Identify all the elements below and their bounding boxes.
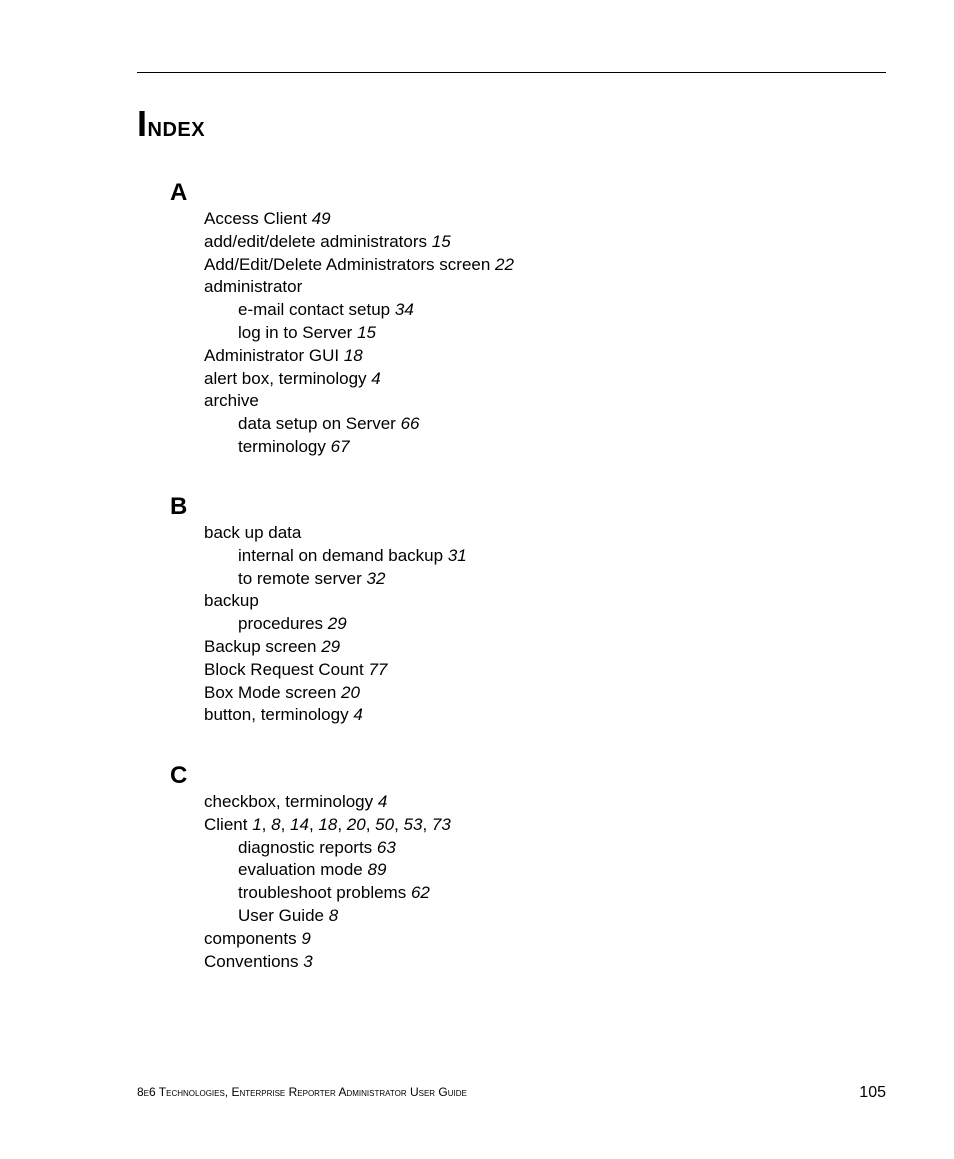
entry-text: to remote server — [238, 568, 362, 588]
page-ref-link[interactable]: 34 — [394, 300, 414, 320]
index-entry — [170, 951, 870, 974]
page-ref-link[interactable]: 89 — [367, 860, 387, 880]
page-ref-link[interactable]: 8 — [328, 905, 339, 925]
page-ref-link[interactable]: 73 — [431, 814, 451, 834]
entry-text: Box Mode screen — [204, 682, 337, 702]
index-subentry — [170, 545, 870, 568]
section-letter: C — [170, 762, 188, 789]
page-number: 105 — [859, 1084, 886, 1101]
index-entry — [170, 276, 870, 299]
page-ref-link[interactable]: 8 — [271, 814, 281, 834]
page-title-initial: I — [137, 103, 148, 144]
header-rule — [137, 72, 886, 73]
page-ref-link[interactable]: 29 — [327, 614, 347, 634]
index-subentry — [170, 299, 870, 322]
index-entry — [170, 231, 870, 254]
index-section — [170, 761, 870, 973]
page-ref-link[interactable]: 3 — [303, 951, 313, 971]
page-ref-link[interactable]: 4 — [377, 792, 388, 811]
entry-text: Access Client — [204, 209, 307, 228]
page-ref-link[interactable]: 62 — [410, 883, 430, 903]
entry-text: log in to Server — [238, 322, 353, 342]
page-ref-link[interactable]: 20 — [341, 682, 360, 702]
entry-text: Administrator GUI — [204, 345, 340, 365]
page-separator: , — [280, 814, 291, 834]
index-section — [170, 178, 870, 459]
page-ref-link[interactable]: 1 — [252, 814, 262, 834]
entry-text: back up data — [204, 523, 302, 542]
entry-text: e-mail contact setup — [238, 300, 391, 320]
entry-list — [170, 208, 870, 459]
index-subentry — [170, 322, 870, 345]
entry-text: evaluation mode — [238, 860, 363, 880]
index-subentry — [170, 613, 870, 636]
index-entry — [170, 345, 870, 368]
index-subentry — [170, 568, 870, 591]
page-separator: , — [365, 814, 376, 834]
entry-text: troubleshoot problems — [238, 883, 407, 903]
entry-text: User Guide — [238, 905, 324, 925]
index-subentry — [170, 837, 870, 860]
entry-text: internal on demand backup — [238, 545, 444, 565]
page-ref-link[interactable]: 49 — [311, 209, 331, 228]
page-ref-link[interactable]: 50 — [375, 814, 395, 834]
entry-list — [170, 522, 870, 727]
page-separator: , — [337, 814, 347, 834]
entry-text: archive — [204, 391, 259, 411]
page-ref-link[interactable]: 32 — [366, 568, 386, 588]
index-subentry — [170, 413, 870, 436]
index-section — [170, 492, 870, 727]
page-ref-link[interactable]: 15 — [357, 322, 376, 342]
page-separator: , — [422, 814, 432, 834]
entry-text: administrator — [204, 277, 303, 297]
entry-text: backup — [204, 591, 259, 611]
page-ref-link[interactable]: 9 — [301, 928, 311, 948]
index-subentry — [170, 859, 870, 882]
section-letter: A — [170, 179, 188, 206]
page-ref-link[interactable]: 4 — [353, 705, 363, 725]
page-ref-link[interactable]: 53 — [403, 814, 423, 834]
index-entry — [170, 208, 870, 231]
entry-text: Client — [204, 814, 248, 834]
index-entry — [170, 390, 870, 413]
index-entry — [170, 928, 870, 951]
index-subentry — [170, 436, 870, 459]
page-separator: , — [261, 814, 272, 834]
entry-text: components — [204, 928, 297, 948]
page-ref-link[interactable]: 66 — [400, 414, 420, 434]
page-ref-link[interactable]: 20 — [346, 814, 366, 834]
entry-text: data setup on Server — [238, 414, 396, 434]
page-separator: , — [394, 814, 404, 834]
index-entry — [170, 254, 870, 277]
page-ref-link[interactable]: 31 — [447, 545, 467, 565]
index-entry — [170, 590, 870, 613]
page-ref-link[interactable]: 29 — [321, 636, 341, 656]
entry-list — [170, 791, 870, 973]
index-entry — [170, 814, 870, 837]
entry-text: procedures — [238, 614, 324, 634]
entry-text: Add/Edit/Delete Administrators screen — [204, 254, 491, 274]
page-title — [137, 100, 205, 151]
index-entry — [170, 636, 870, 659]
page-ref-link[interactable]: 67 — [330, 436, 350, 456]
section-letter: B — [170, 493, 188, 520]
entry-text: checkbox, terminology — [204, 792, 374, 811]
index-entry — [170, 368, 870, 391]
entry-text: Block Request Count — [204, 659, 364, 679]
entry-text: Conventions — [204, 951, 299, 971]
page-separator: , — [308, 814, 319, 834]
entry-text: add/edit/delete administrators — [204, 231, 428, 251]
page-title-rest: ndex — [147, 111, 206, 142]
page-ref-link[interactable]: 18 — [318, 814, 338, 834]
entry-text: diagnostic reports — [238, 837, 373, 857]
page-ref-link[interactable]: 18 — [343, 345, 363, 365]
page-ref-link[interactable]: 63 — [376, 837, 396, 857]
footer-text: 8e6 Technologies, Enterprise Reporter Administrator User Guide — [137, 1085, 467, 1099]
page-ref-link[interactable]: 15 — [431, 231, 451, 251]
index-subentry — [170, 905, 870, 928]
index-entry — [170, 682, 870, 705]
index-entry — [170, 704, 870, 727]
page-ref-link[interactable]: 77 — [368, 659, 388, 679]
index-entry — [170, 659, 870, 682]
index-subentry — [170, 882, 870, 905]
page-ref-link[interactable]: 4 — [371, 368, 381, 388]
page-ref-link[interactable]: 14 — [290, 814, 309, 834]
entry-text: alert box, terminology — [204, 368, 367, 388]
entry-text: Backup screen — [204, 636, 317, 656]
index-entry — [170, 791, 870, 814]
index-entry — [170, 522, 870, 545]
page-ref-link[interactable]: 22 — [495, 254, 514, 274]
entry-text: button, terminology — [204, 705, 349, 725]
entry-text: terminology — [238, 436, 326, 456]
